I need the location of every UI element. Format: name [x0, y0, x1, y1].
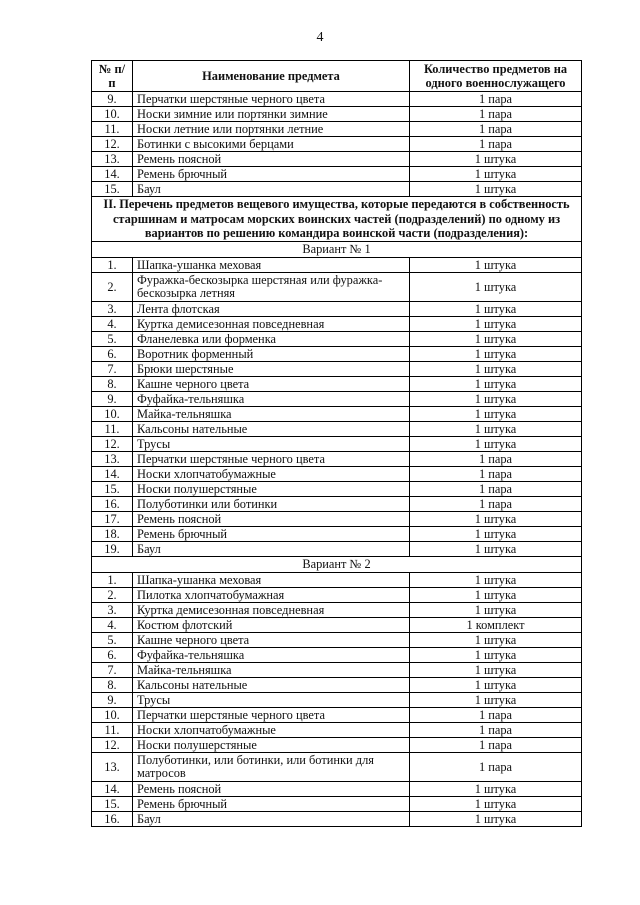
item-quantity: 1 штука	[410, 422, 582, 437]
table-row	[92, 437, 582, 452]
item-quantity: 1 комплект	[410, 618, 582, 633]
table-row	[92, 107, 582, 122]
table-row	[92, 452, 582, 467]
item-quantity: 1 пара	[410, 107, 582, 122]
table-row	[92, 603, 582, 618]
item-quantity: 1 штука	[410, 797, 582, 812]
table-row	[92, 723, 582, 738]
item-name: Носки зимние или портянки зимние	[133, 107, 410, 122]
item-name: Кашне черного цвета	[133, 633, 410, 648]
item-number: 11.	[92, 122, 133, 137]
item-number: 15.	[92, 797, 133, 812]
table-row	[92, 678, 582, 693]
item-number: 13.	[92, 152, 133, 167]
item-number: 7.	[92, 663, 133, 678]
item-name: Майка-тельняшка	[133, 663, 410, 678]
item-number: 3.	[92, 603, 133, 618]
variant-two-title-body	[92, 557, 582, 573]
table-row	[92, 633, 582, 648]
item-quantity: 1 штука	[410, 407, 582, 422]
item-number: 5.	[92, 633, 133, 648]
table-row	[92, 573, 582, 588]
table-row	[92, 258, 582, 273]
table-row	[92, 467, 582, 482]
table-row	[92, 782, 582, 797]
item-quantity: 1 штука	[410, 512, 582, 527]
item-number: 7.	[92, 362, 133, 377]
item-quantity: 1 штука	[410, 678, 582, 693]
item-name: Ремень поясной	[133, 152, 410, 167]
item-quantity: 1 пара	[410, 723, 582, 738]
item-number: 13.	[92, 452, 133, 467]
section-one-tail-body	[92, 92, 582, 197]
item-quantity: 1 штука	[410, 332, 582, 347]
item-number: 18.	[92, 527, 133, 542]
table-row	[92, 648, 582, 663]
item-name: Носки хлопчатобумажные	[133, 723, 410, 738]
item-number: 6.	[92, 648, 133, 663]
item-name: Ремень поясной	[133, 512, 410, 527]
item-quantity: 1 штука	[410, 167, 582, 182]
table-row	[92, 527, 582, 542]
item-quantity: 1 штука	[410, 302, 582, 317]
item-name: Кашне черного цвета	[133, 377, 410, 392]
item-quantity: 1 штука	[410, 542, 582, 557]
section-two-title: II. Перечень предметов вещевого имущества, которые передаются в собственность старшинам и матросам морских воинских частей (подразделений) по одному из вариантов по решению командира воинской части (подразделения):	[92, 197, 582, 242]
item-quantity: 1 штука	[410, 812, 582, 827]
item-name: Куртка демисезонная повседневная	[133, 603, 410, 618]
item-name: Носки хлопчатобумажные	[133, 467, 410, 482]
item-name: Фуфайка-тельняшка	[133, 648, 410, 663]
item-number: 4.	[92, 317, 133, 332]
item-quantity: 1 штука	[410, 317, 582, 332]
item-name: Фуражка-бескозырка шерстяная или фуражка-бескозырка летняя	[133, 273, 410, 302]
item-number: 16.	[92, 812, 133, 827]
item-name: Баул	[133, 812, 410, 827]
item-name: Баул	[133, 542, 410, 557]
item-quantity: 1 пара	[410, 753, 582, 782]
item-quantity: 1 пара	[410, 92, 582, 107]
item-name: Кальсоны нательные	[133, 678, 410, 693]
item-number: 14.	[92, 782, 133, 797]
page-number: 4	[316, 30, 324, 45]
item-number: 10.	[92, 407, 133, 422]
item-name: Трусы	[133, 437, 410, 452]
table-row	[92, 588, 582, 603]
item-number: 5.	[92, 332, 133, 347]
item-name: Полуботинки или ботинки	[133, 497, 410, 512]
table-row	[92, 152, 582, 167]
item-number: 3.	[92, 302, 133, 317]
item-number: 10.	[92, 708, 133, 723]
table-row	[92, 542, 582, 557]
item-name: Шапка-ушанка меховая	[133, 573, 410, 588]
item-quantity: 1 пара	[410, 122, 582, 137]
table-row	[92, 392, 582, 407]
item-number: 2.	[92, 588, 133, 603]
item-quantity: 1 штука	[410, 347, 582, 362]
item-quantity: 1 пара	[410, 137, 582, 152]
table-row	[92, 317, 582, 332]
item-name: Носки летние или портянки летние	[133, 122, 410, 137]
item-quantity: 1 штука	[410, 588, 582, 603]
item-number: 12.	[92, 437, 133, 452]
item-quantity: 1 пара	[410, 452, 582, 467]
item-name: Носки полушерстяные	[133, 738, 410, 753]
item-name: Перчатки шерстяные черного цвета	[133, 708, 410, 723]
item-number: 8.	[92, 377, 133, 392]
item-name: Пилотка хлопчатобумажная	[133, 588, 410, 603]
table-row	[92, 618, 582, 633]
item-number: 19.	[92, 542, 133, 557]
table-row	[92, 362, 582, 377]
item-name: Костюм флотский	[133, 618, 410, 633]
table-row	[92, 407, 582, 422]
table-row	[92, 512, 582, 527]
item-number: 8.	[92, 678, 133, 693]
item-name: Перчатки шерстяные черного цвета	[133, 452, 410, 467]
item-name: Лента флотская	[133, 302, 410, 317]
variant-two-title: Вариант № 2	[92, 557, 582, 573]
item-name: Майка-тельняшка	[133, 407, 410, 422]
item-number: 9.	[92, 693, 133, 708]
item-number: 16.	[92, 497, 133, 512]
item-number: 12.	[92, 137, 133, 152]
item-quantity: 1 пара	[410, 708, 582, 723]
table-row	[92, 167, 582, 182]
table-row	[92, 273, 582, 302]
item-quantity: 1 штука	[410, 377, 582, 392]
table-row	[92, 377, 582, 392]
item-quantity: 1 штука	[410, 573, 582, 588]
table-row	[92, 122, 582, 137]
item-quantity: 1 штука	[410, 633, 582, 648]
item-quantity: 1 штука	[410, 648, 582, 663]
item-number: 14.	[92, 467, 133, 482]
item-quantity: 1 штука	[410, 693, 582, 708]
table-row	[92, 332, 582, 347]
item-name: Куртка демисезонная повседневная	[133, 317, 410, 332]
item-quantity: 1 штука	[410, 392, 582, 407]
table-row	[92, 347, 582, 362]
item-number: 9.	[92, 392, 133, 407]
table-header-row	[92, 61, 582, 92]
item-name: Шапка-ушанка меховая	[133, 258, 410, 273]
variant-one-title: Вариант № 1	[92, 242, 582, 258]
header-name: Наименование предмета	[133, 61, 410, 92]
item-quantity: 1 пара	[410, 497, 582, 512]
table-row	[92, 708, 582, 723]
item-quantity: 1 пара	[410, 482, 582, 497]
item-name: Брюки шерстяные	[133, 362, 410, 377]
item-number: 9.	[92, 92, 133, 107]
item-quantity: 1 штука	[410, 152, 582, 167]
variant-one-body	[92, 258, 582, 557]
table-row	[92, 182, 582, 197]
item-name: Кальсоны нательные	[133, 422, 410, 437]
item-name: Баул	[133, 182, 410, 197]
table-row	[92, 797, 582, 812]
item-number: 11.	[92, 422, 133, 437]
item-quantity: 1 пара	[410, 467, 582, 482]
table-row	[92, 812, 582, 827]
table-row	[92, 422, 582, 437]
item-name: Носки полушерстяные	[133, 482, 410, 497]
header-qty: Количество предметов на одного военнослужащего	[410, 61, 582, 92]
item-number: 11.	[92, 723, 133, 738]
item-name: Ремень брючный	[133, 167, 410, 182]
clothing-items-table	[91, 60, 582, 827]
item-number: 10.	[92, 107, 133, 122]
item-number: 1.	[92, 258, 133, 273]
item-name: Ремень брючный	[133, 797, 410, 812]
item-number: 2.	[92, 273, 133, 302]
table-row	[92, 92, 582, 107]
item-quantity: 1 штука	[410, 182, 582, 197]
item-quantity: 1 штука	[410, 273, 582, 302]
item-quantity: 1 пара	[410, 738, 582, 753]
table-row	[92, 302, 582, 317]
table-row	[92, 497, 582, 512]
item-name: Ремень брючный	[133, 527, 410, 542]
item-number: 17.	[92, 512, 133, 527]
item-number: 13.	[92, 753, 133, 782]
item-quantity: 1 штука	[410, 527, 582, 542]
item-number: 15.	[92, 482, 133, 497]
item-quantity: 1 штука	[410, 437, 582, 452]
table-row	[92, 738, 582, 753]
item-quantity: 1 штука	[410, 603, 582, 618]
item-number: 14.	[92, 167, 133, 182]
item-number: 6.	[92, 347, 133, 362]
item-name: Ремень поясной	[133, 782, 410, 797]
item-number: 15.	[92, 182, 133, 197]
header-num: № п/п	[92, 61, 133, 92]
table-row	[92, 753, 582, 782]
item-name: Ботинки с высокими берцами	[133, 137, 410, 152]
item-name: Перчатки шерстяные черного цвета	[133, 92, 410, 107]
table-row	[92, 663, 582, 678]
item-quantity: 1 штука	[410, 782, 582, 797]
item-number: 4.	[92, 618, 133, 633]
item-name: Фланелевка или форменка	[133, 332, 410, 347]
table-row	[92, 482, 582, 497]
item-quantity: 1 штука	[410, 362, 582, 377]
item-name: Фуфайка-тельняшка	[133, 392, 410, 407]
section-two-title-body	[92, 197, 582, 258]
item-name: Воротник форменный	[133, 347, 410, 362]
item-name: Трусы	[133, 693, 410, 708]
table-row	[92, 693, 582, 708]
item-number: 12.	[92, 738, 133, 753]
item-quantity: 1 штука	[410, 663, 582, 678]
variant-two-body	[92, 573, 582, 827]
table-row	[92, 137, 582, 152]
item-number: 1.	[92, 573, 133, 588]
item-name: Полуботинки, или ботинки, или ботинки для матросов	[133, 753, 410, 782]
item-quantity: 1 штука	[410, 258, 582, 273]
